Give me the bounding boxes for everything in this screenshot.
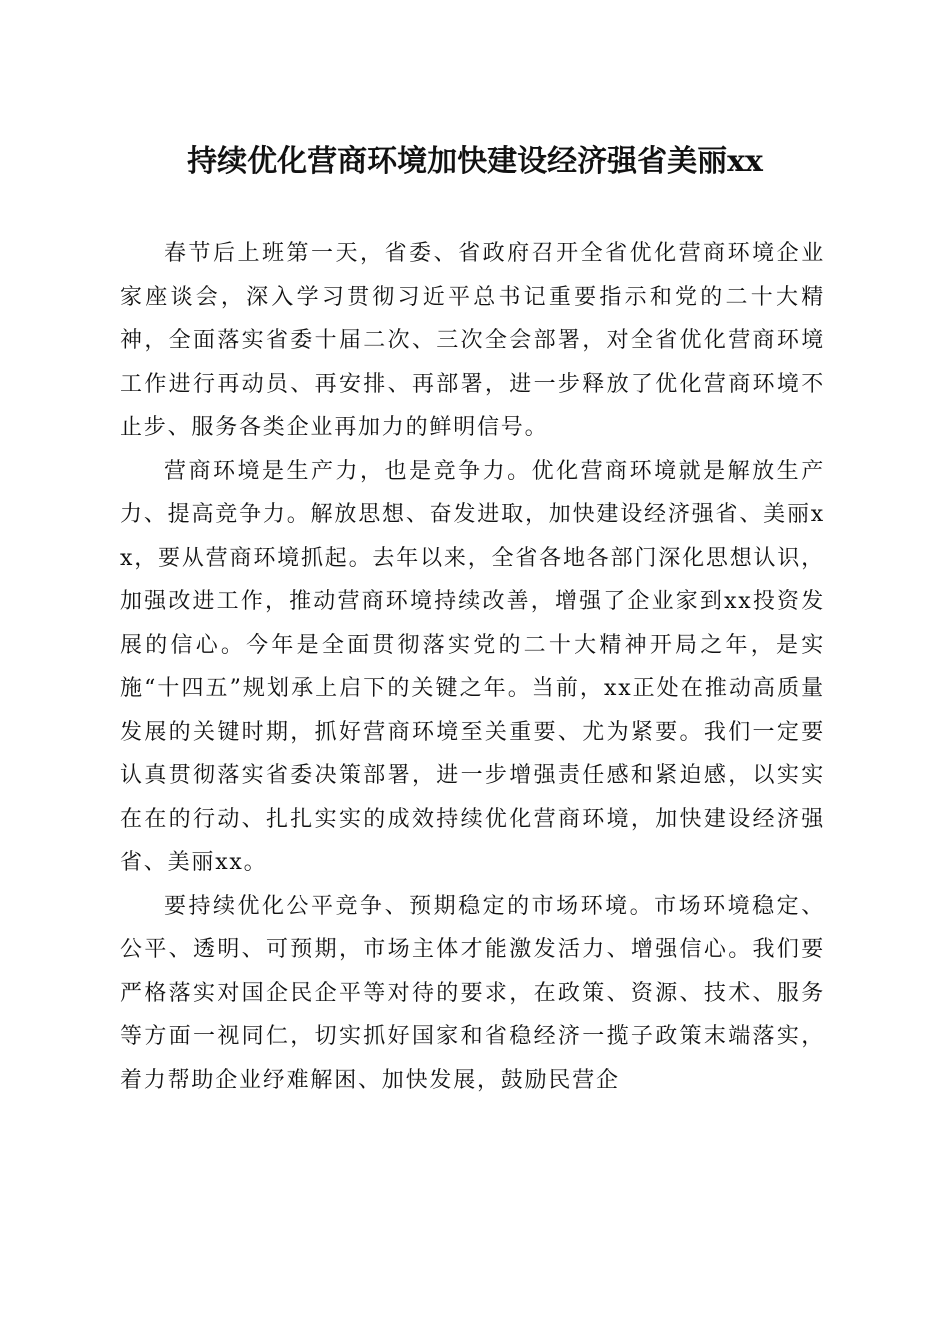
document-body [120,232,825,1102]
paragraph-2: 营商环境是生产力，也是竞争力。优化营商环境就是解放生产力、提高竞争力。解放思想、奋发进取，加快建设经济强省、美丽xx，要从营商环境抓起。去年以来，全省各地各部门深化思想认识，加强改进工作，推动营商环境持续改善，增强了企业家到xx投资发展的信心。今年是全面贯彻落实党的二十大精神开局之年，是实施“十四五”规划承上启下的关键之年。当前，xx正处在推动高质量发展的关键时期，抓好营商环境至关重要、尤为紧要。我们一定要认真贯彻落实省委决策部署，进一步增强责任感和紧迫感，以实实在在的行动、扎扎实实的成效持续优化营商环境，加快建设经济强省、美丽xx。 [120,458,825,875]
paragraph-1: 春节后上班第一天，省委、省政府召开全省优化营商环境企业家座谈会，深入学习贯彻习近平总书记重要指示和党的二十大精神，全面落实省委十届二次、三次全会部署，对全省优化营商环境工作进行再动员、再安排、再部署，进一步释放了优化营商环境不止步、服务各类企业再加力的鲜明信号。 [120,241,825,440]
document-title: 持续优化营商环境加快建设经济强省美丽xx [187,144,763,179]
paragraph-3: 要持续优化公平竞争、预期稳定的市场环境。市场环境稳定、公平、透明、可预期，市场主体才能激发活力、增强信心。我们要严格落实对国企民企平等对待的要求，在政策、资源、技术、服务等方面一视同仁，切实抓好国家和省稳经济一揽子政策末端落实，着力帮助企业纾难解困、加快发展，鼓励民营企 [120,893,825,1093]
